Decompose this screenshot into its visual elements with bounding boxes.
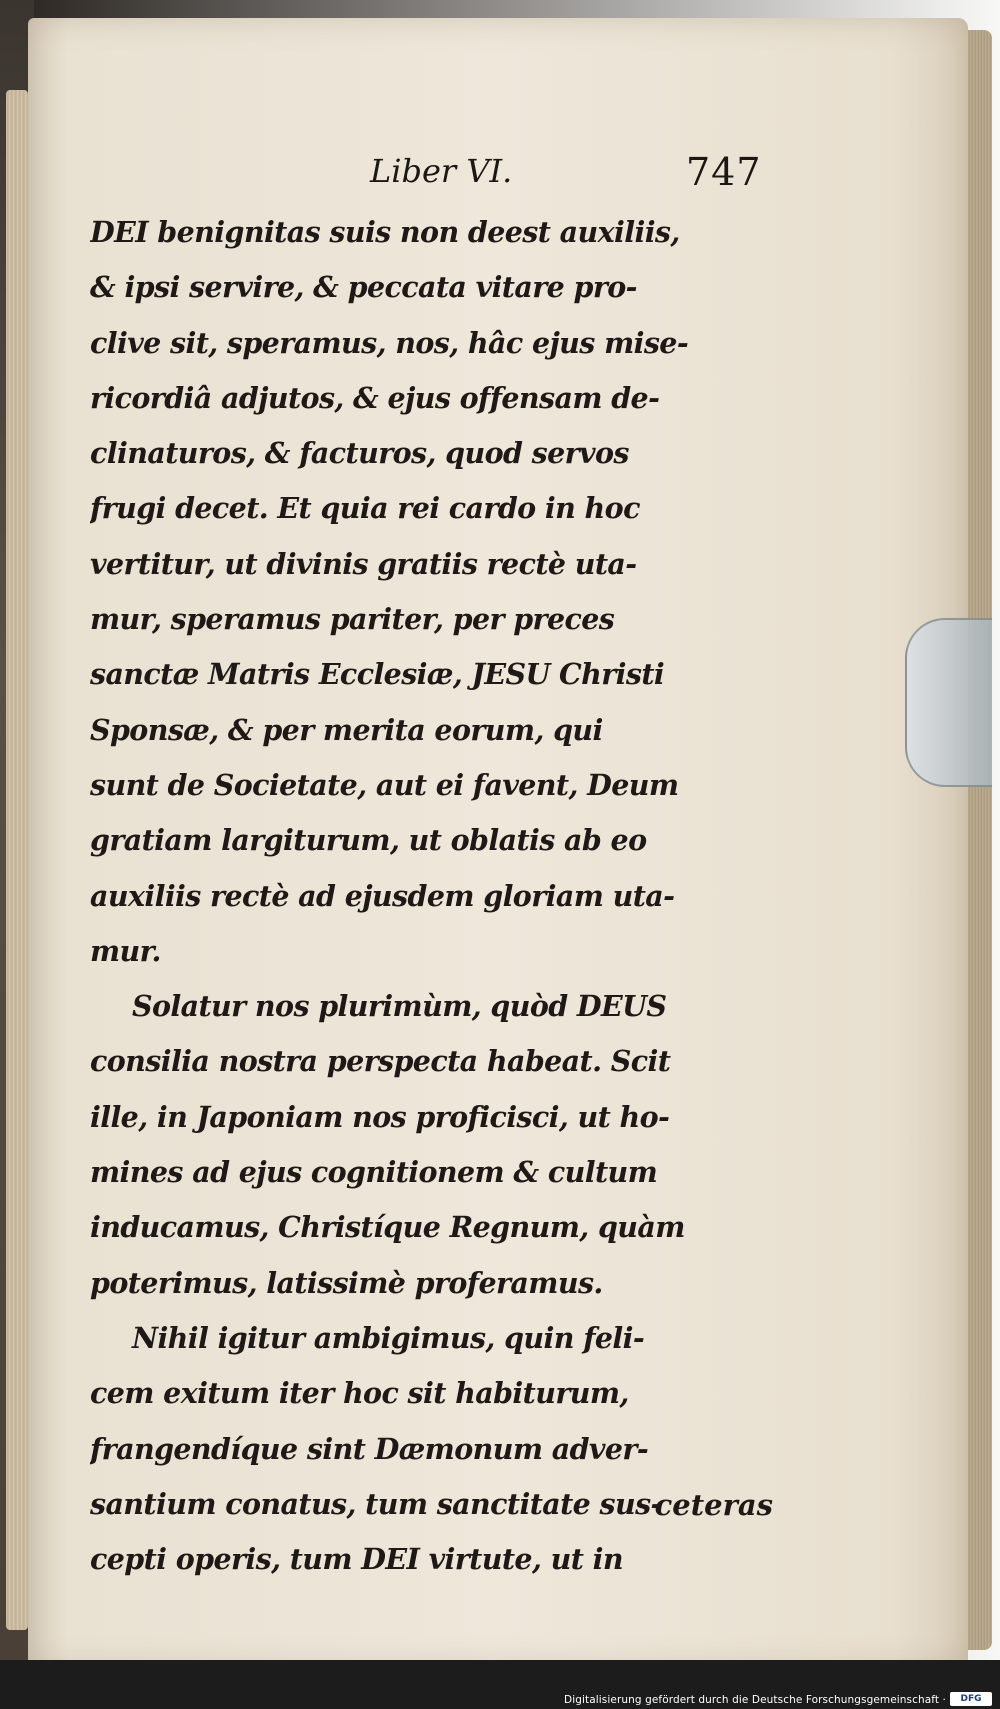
text-line: sanctæ Matris Ecclesiæ, JESU Christi [90, 657, 665, 692]
left-page-stack [6, 90, 28, 1630]
body-text [90, 205, 770, 1587]
text-line: clinaturos, & facturos, quod servos [90, 436, 629, 471]
text-line: cem exitum iter hoc sit habiturum, [90, 1376, 629, 1411]
text-line: Sponsæ, & per merita eorum, qui [90, 712, 603, 747]
text-line: inducamus, Christíque Regnum, quàm [90, 1210, 685, 1245]
text-line: cepti operis, tum DEI virtute, ut in [90, 1542, 623, 1577]
text-line: mur. [90, 933, 161, 968]
text-line: poterimus, latissimè proferamus. [90, 1265, 603, 1300]
page-number: 747 [686, 150, 762, 194]
dfg-logo: DFG [950, 1692, 992, 1706]
text-line: & ipsi servire, & peccata vitare pro- [90, 270, 637, 305]
text-line: Nihil igitur ambigimus, quin feli- [132, 1320, 645, 1355]
text-line: vertitur, ut divinis gratiis rectè uta- [90, 546, 637, 581]
text-line: mines ad ejus cognitionem & cultum [90, 1155, 658, 1190]
text-line: frugi decet. Et quia rei cardo in hoc [90, 491, 640, 526]
text-line: auxiliis rectè ad ejusdem gloriam uta- [90, 878, 675, 913]
text-line: gratiam largiturum, ut oblatis ab eo [90, 823, 647, 858]
text-line: sunt de Societate, aut ei favent, Deum [90, 767, 679, 802]
text-line: ille, in Japoniam nos proficisci, ut ho- [90, 1099, 670, 1134]
text-line: clive sit, speramus, nos, hâc ejus mise- [90, 325, 689, 360]
text-line: Solatur nos plurimùm, quòd DEUS [132, 989, 667, 1024]
text-line: DEI benignitas suis non deest auxiliis, [90, 215, 680, 249]
text-line: frangendíque sint Dæmonum adver- [90, 1431, 649, 1466]
catchword: ceteras [654, 1488, 773, 1522]
text-line: mur, speramus pariter, per preces [90, 602, 615, 637]
text-line: santium conatus, tum sanctitate sus- [90, 1486, 662, 1521]
running-head: Liber VI. [370, 152, 513, 190]
page-header [370, 150, 770, 200]
page-clip [905, 618, 992, 787]
text-line: consilia nostra perspecta habeat. Scit [90, 1044, 671, 1079]
text-line: ricordiâ adjutos, & ejus offensam de- [90, 380, 660, 415]
digitization-credit: Digitalisierung gefördert durch die Deutsche Forschungsgemeinschaft · [564, 1694, 946, 1706]
